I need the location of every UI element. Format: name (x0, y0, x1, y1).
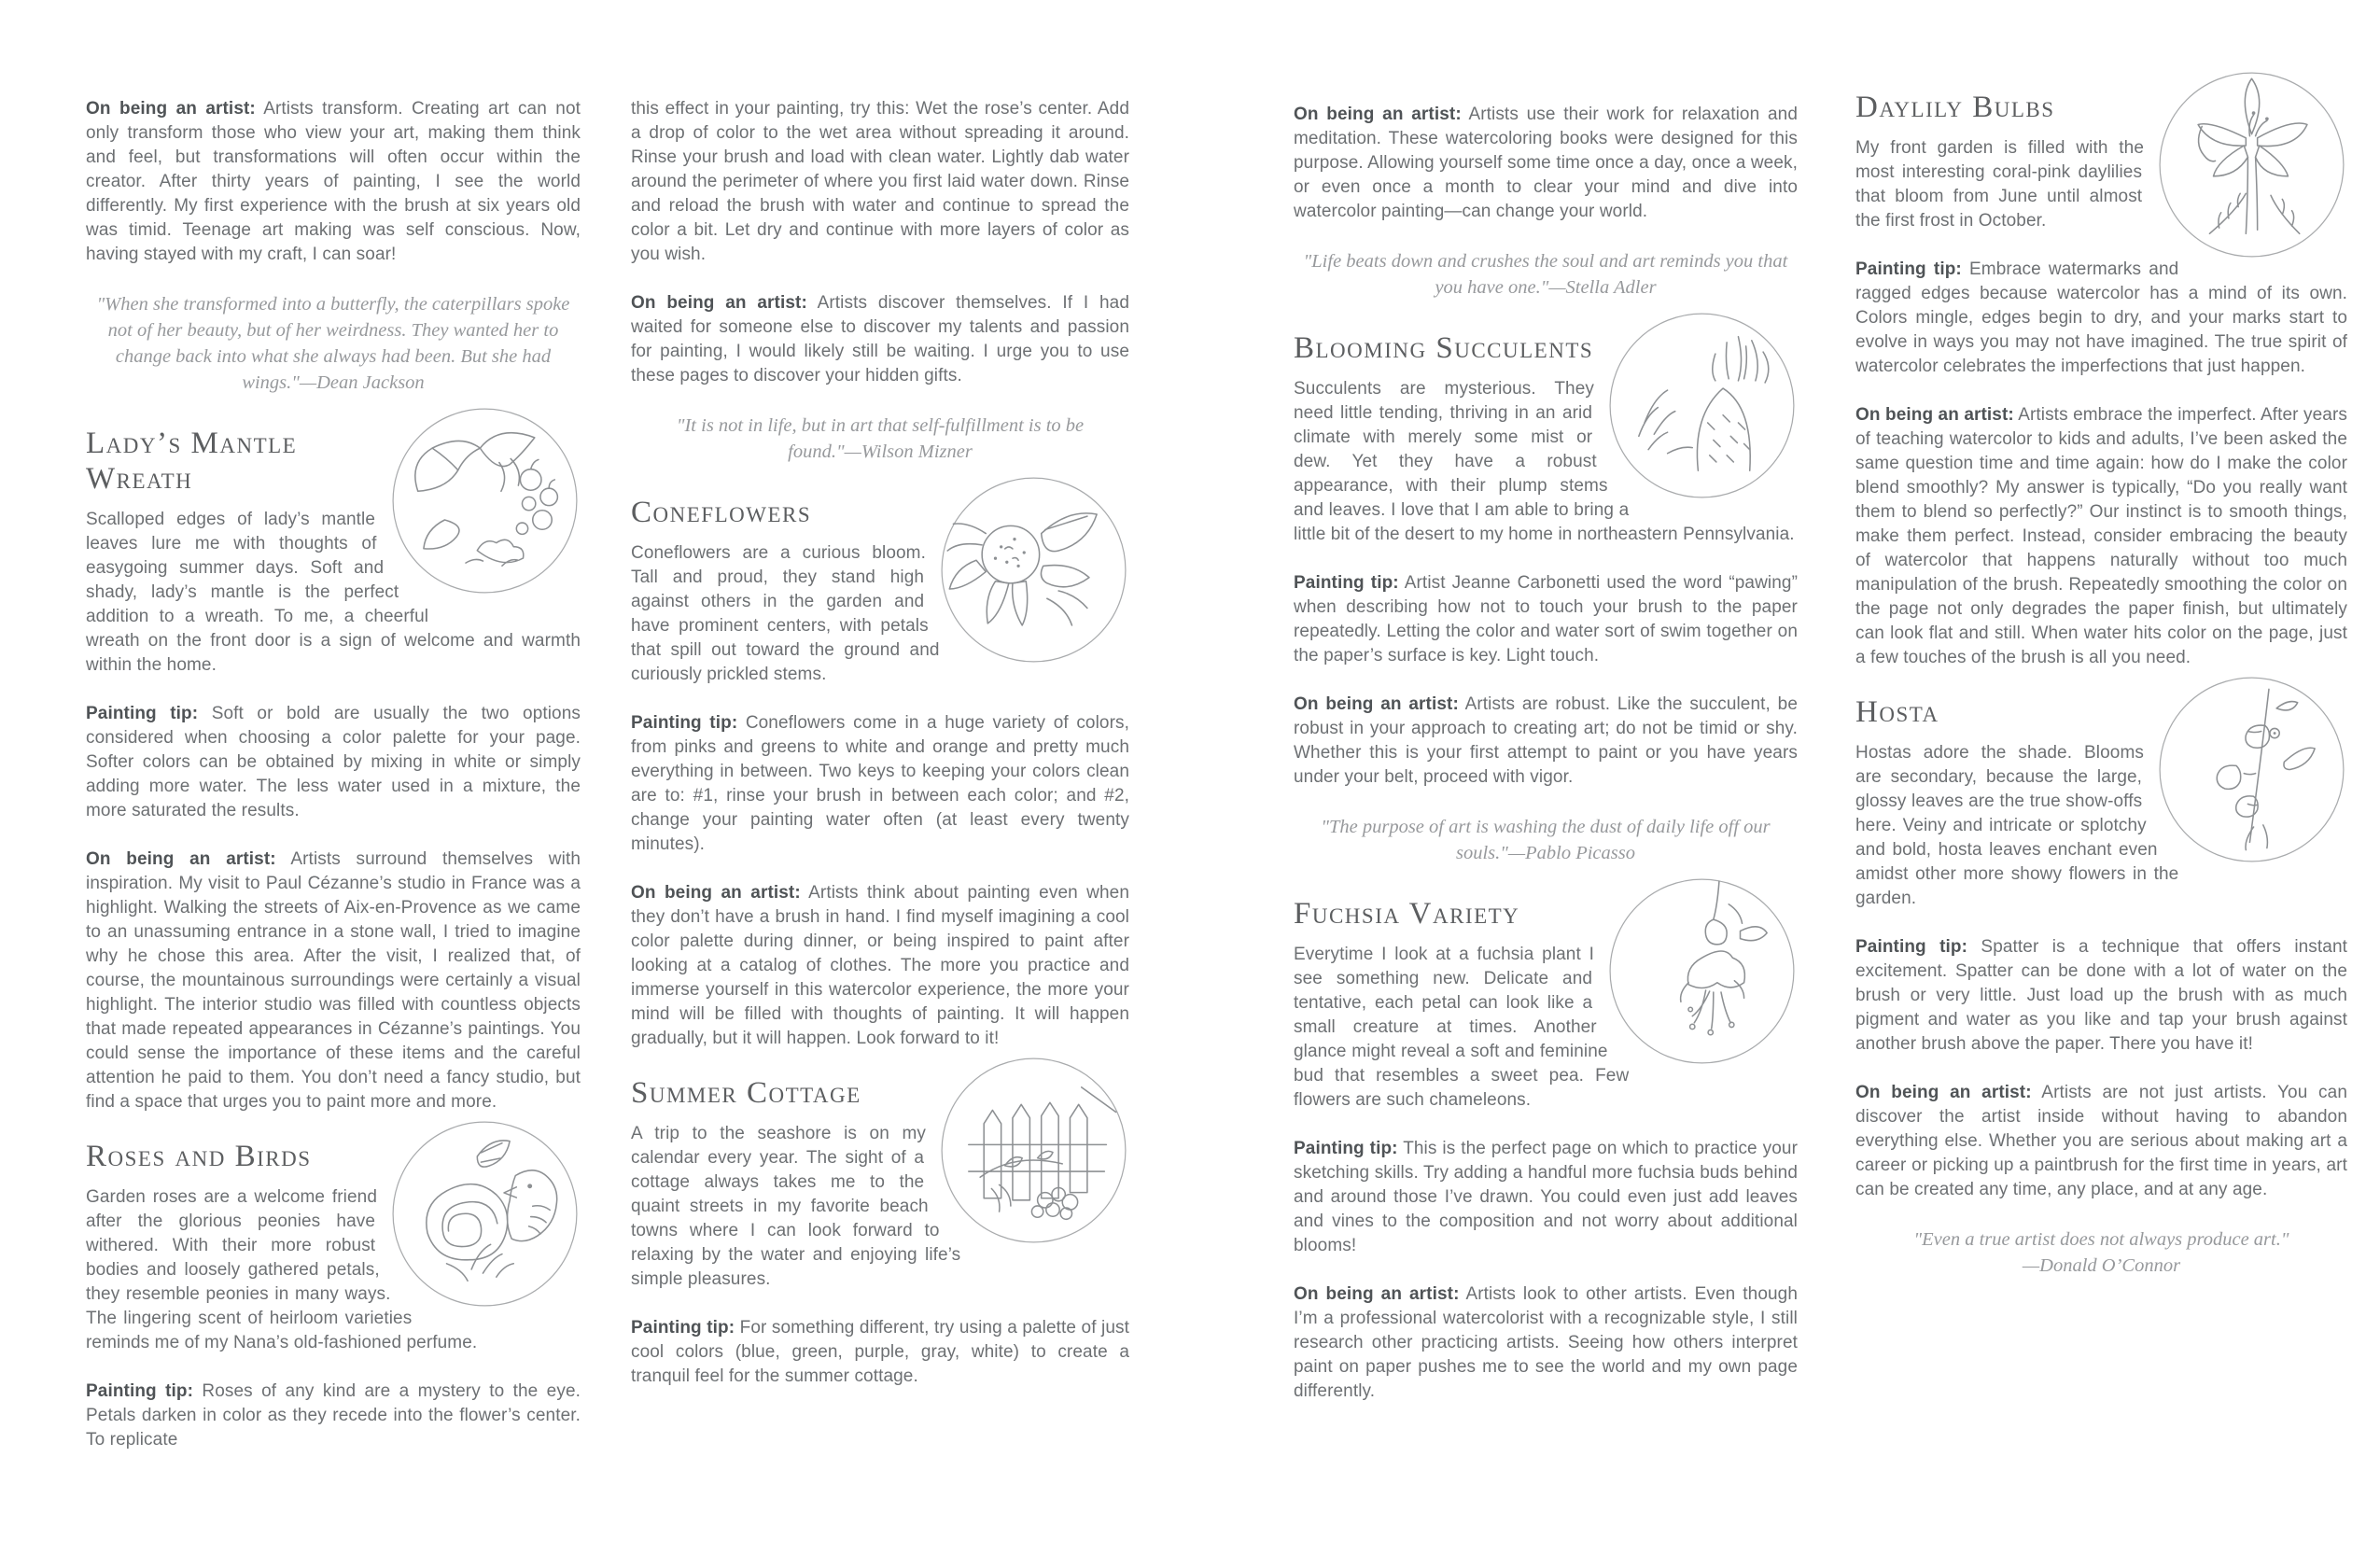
paragraph-on-being-an-artist (1294, 693, 1798, 790)
paragraph-on-being-an-artist (1294, 103, 1798, 224)
paragraph-lead: On being an artist: (86, 99, 256, 119)
paragraph-lead: Painting tip: (1294, 1139, 1398, 1158)
paragraph-lead: Painting tip: (631, 713, 738, 733)
paragraph-text: Artists transform. Creating art can not only transform those who view your art, making them think and feel, but transformations will often occur within the creator. After thirty years of painting, I see the world differently. My first experience with the brush at six years old was timid. Teenage art making was self conscious. Now, having stayed with my craft, I can soar! (86, 99, 581, 264)
quote-dean-jackson: "When she transformed into a butterfly, the caterpillars spoke not of her beauty, but of her weirdness. They wanted her to change back into what she always had been. But she had wings."—Dean Jackson (96, 294, 570, 393)
section-heading-blooming-succulents: Blooming Succulents (1294, 331, 1594, 365)
section-hosta (1855, 694, 2347, 1279)
section-intro: Succulents are mysterious. They need little tending, thriving in an arid climate with merely some mist or dew. Yet they have a robust appearance, with their plump stems and leaves. I love that I am able to bring a little bit of the desert to my home in northeastern Pennsylvania. (1294, 379, 1795, 544)
section-heading-daylily-bulbs: Daylily Bulbs (1855, 91, 2055, 124)
section-intro: Garden roses are a welcome friend after the glorious peonies have withered. With their more robust bodies and loosely gathered petals, they resemble peonies in many ways. The lingering scent of heirloom varieties reminds me of my Nana’s old-fashioned perfume. (86, 1187, 478, 1352)
section-heading-fuchsia-variety: Fuchsia Variety (1294, 897, 1520, 931)
section-coneflowers (631, 495, 1129, 857)
section-heading-summer-cottage: Summer Cottage (631, 1076, 861, 1110)
section-heading-roses-and-birds: Roses and Birds (86, 1140, 312, 1173)
paragraph-continuation: this effect in your painting, try this: Wet the rose’s center. Add a drop of color to the wet area without spreading it around. Rinse your brush and load with clean water. Lightly dab water around the perimeter of where you first laid water down. Rinse and reload the brush with water and continue to spread the color a bit. Let dry and continue with more layers of color as you wish. (631, 99, 1129, 264)
section-roses-and-birds (86, 1139, 581, 1452)
section-intro: Everytime I look at a fuchsia plant I see something new. Delicate and tentative, each petal can look like a small creature at times. Another glance might reveal a soft and feminine bud that resembles a sweet pea. Few flowers are such chameleons. (1294, 945, 1630, 1110)
section-intro: Hostas adore the shade. Blooms are secondary, because the large, glossy leaves are the true show-offs here. Veiny and intricate or splotchy and bold, hosta leaves enchant even amidst other more showy flowers in the garden. (1855, 743, 2179, 908)
paragraph-painting-tip (631, 711, 1129, 857)
paragraph-lead: Painting tip: (1294, 573, 1399, 593)
paragraph-on-being-an-artist (631, 291, 1129, 388)
paragraph-painting-tip (631, 1316, 1129, 1389)
section-heading-ladys-mantle-wreath: Lady’s Mantle Wreath (86, 427, 298, 496)
paragraph-lead: On being an artist: (631, 293, 807, 313)
paragraph-text: Artists embrace the imperfect. After years of teaching watercolor to kids and adults, I’ve been asked the same question time and time again: how do I make the color blend smoothly? My answer is typically, “Do you really want them to blend so perfectly?” Our instinct is to smooth things, make them perfect. Instead, consider embracing the beauty of watercolor that happens naturally without too much manipulation of the brush. Repeatedly smoothing the color on the page not only degrades the paper finish, but ultimately can look flat and still. When water hits color on the page, just a few touches of the brush is all you need. (1855, 405, 2347, 667)
paragraph-text: Artists are not just artists. You can discover the artist inside without having to abandon everything else. Whether you are serious about making art a career or picking up a paintbrush for the first time in years, art can be created any time, any place, and at any age. (1855, 1083, 2347, 1199)
quote-stella-adler: "Life beats down and crushes the soul and art reminds you that you have one."—Stella Adler (1303, 251, 1788, 298)
succulent-illustration (1606, 310, 1798, 501)
paragraph-text: Artists surround themselves with inspiration. My visit to Paul Cézanne’s studio in France was a highlight. Walking the streets of Aix-en-Provence as we came to an unassuming entrance in a stone wall, I tried to imagine why he chose this area. After the visit, I realized that, of course, the mountainous surroundings were certainly a visual highlight. The interior studio was filled with countless objects that made repeated appearances in Cézanne’s paintings. You could sense the importance of these items and the careful attention he paid to them. You don’t need a fancy studio, but find a space that urges you to paint more and more. (86, 849, 581, 1112)
paragraph-painting-tip (86, 702, 581, 823)
section-fuchsia-variety (1294, 896, 1798, 1404)
paragraph-text: For something different, try using a palette of just cool colors (blue, green, purple, gray, white) to create a tranquil feel for the summer cottage. (631, 1318, 1130, 1386)
paragraph-text: Soft or bold are usually the two options considered when choosing a color palette for your page. Softer colors can be obtained by mixing in white or simply adding more water. The less water used in a mixture, the more saturated the results. (86, 704, 581, 820)
section-blooming-succulents (1294, 330, 1798, 668)
quote-pablo-picasso: "The purpose of art is washing the dust of daily life off our souls."—Pablo Picasso (1321, 817, 1771, 863)
paragraph-lead: Painting tip: (86, 1381, 194, 1401)
paragraph-painting-tip (1294, 571, 1798, 668)
section-intro: Scalloped edges of lady’s mantle leaves lure me with thoughts of easygoing summer days. Soft and shady, lady’s mantle is the perfect addition to a wreath. To me, a cheerful wreath on the front door is a sign of welcome and warmth within the home. (86, 510, 581, 675)
paragraph-text: Coneflowers come in a huge variety of colors, from pinks and greens to white and orange and pretty much everything in between. Two keys to keeping your colors clean are to: #1, rinse your brush in between each color; and #2, change your painting water often (at least every twenty minutes). (631, 713, 1129, 854)
paragraph-on-being-an-artist (1855, 1081, 2347, 1202)
section-ladys-mantle-wreath (86, 426, 581, 823)
paragraph-text: This is the perfect page on which to practice your sketching skills. Try adding a handful more fuchsia buds behind and around those I’ve drawn. You could even just add leaves and vines to the composition and not worry about additional blooms! (1294, 1139, 1798, 1255)
section-intro: A trip to the seashore is on my calendar every year. The sight of a cottage always takes me to the quaint streets in my favorite beach towns where I can look forward to relaxing by the water and enjoying life’s simple pleasures. (631, 1124, 961, 1289)
section-summer-cottage (631, 1075, 1129, 1389)
paragraph-painting-tip (86, 1380, 581, 1452)
paragraph-text: Artists are robust. Like the succulent, be robust in your approach to creating art; do not be timid or shy. Whether this is your first attempt to paint or you have years under your belt, proceed with vigor. (1294, 694, 1798, 787)
paragraph-lead: On being an artist: (86, 849, 276, 869)
paragraph-on-being-an-artist (86, 848, 581, 1114)
paragraph-lead: Painting tip: (631, 1318, 735, 1338)
coneflower-illustration (938, 474, 1129, 665)
wreath-illustration (389, 405, 581, 596)
quote-wilson-mizner: "It is not in life, but in art that self-fulfillment is to be found."—Wilson Mizner (676, 415, 1085, 462)
paragraph-text: Artists use their work for relaxation and meditation. These watercoloring books were designed for this purpose. Allowing yourself some time once a day, once a week, or even once a month to clear your mind and dive into watercolor painting—can change your world. (1294, 105, 1798, 221)
section-heading-coneflowers: Coneflowers (631, 496, 812, 529)
paragraph-lead: Painting tip: (1855, 937, 1968, 957)
paragraph-lead: Painting tip: (86, 704, 199, 723)
paragraph-text: Artists discover themselves. If I had waited for someone else to discover my talents and passion for painting, I would likely still be waiting. I urge you to use these pages to discover your hidden gifts. (631, 293, 1129, 385)
paragraph-text: Roses of any kind are a mystery to the eye. Petals darken in color as they recede into the flower’s center. To replicate (86, 1381, 581, 1450)
paragraph-lead: On being an artist: (631, 883, 801, 903)
paragraph-lead: On being an artist: (1855, 1083, 2032, 1102)
paragraph-lead: On being an artist: (1294, 1284, 1460, 1304)
paragraph-text: Spatter is a technique that offers instant excitement. Spatter can be done with a lot of water on the brush or very little. Just load up the brush with as much pigment and water as you like and tap your brush against another brush above the paper. There you have it! (1855, 937, 2347, 1054)
paragraph-painting-tip (1294, 1137, 1798, 1258)
paragraph-on-being-an-artist (1855, 403, 2347, 670)
quote-text: "Even a true artist does not always produce art." (1913, 1229, 2289, 1250)
column-4 (1855, 0, 2347, 1309)
daylily-illustration (2156, 69, 2347, 260)
paragraph-text: Artists look to other artists. Even though I’m a professional watercolorist with a recognizable style, I still research other practicing artists. Seeing how others interpret paint on paper pushes me to see the world and my own page differently. (1294, 1284, 1798, 1401)
paragraph-on-being-an-artist (1294, 1282, 1798, 1404)
cottage-fence-illustration (938, 1055, 1129, 1246)
column-3 (1294, 0, 1798, 1428)
column-2 (631, 0, 1129, 1413)
paragraph-on-being-an-artist (631, 881, 1129, 1051)
fuchsia-illustration (1606, 876, 1798, 1067)
paragraph-painting-tip (1855, 258, 2347, 379)
paragraph-lead: On being an artist: (1294, 105, 1462, 124)
section-intro: My front garden is filled with the most interesting coral-pink daylilies that bloom from June until almost the first frost in October. (1855, 138, 2144, 231)
paragraph-lead: Painting tip: (1855, 259, 1962, 279)
paragraph-text: Artist Jeanne Carbonetti used the word “pawing” when describing how not to touch your brush to the paper repeatedly. Letting the color and water sort of swim together on the paper’s surface is key. Light touch. (1294, 573, 1799, 665)
paragraph-on-being-an-artist (86, 97, 581, 267)
section-heading-hosta: Hosta (1855, 695, 1939, 729)
paragraph-painting-tip (1855, 935, 2347, 1057)
paragraph-text: Embrace watermarks and ragged edges because watercolor has a mind of its own. Colors mingle, edges begin to dry, and your marks start to evolve in ways you may not have imagined. The true spirit of watercolor celebrates the imperfections that just happen. (1855, 259, 2347, 376)
paragraph-lead: On being an artist: (1294, 694, 1459, 714)
section-intro: Coneflowers are a curious bloom. Tall and proud, they stand high against others in the garden and have prominent centers, with petals that spill out toward the ground and curiously prickled stems. (631, 543, 940, 684)
quote-donald-oconnor (1863, 1226, 2340, 1279)
roses-and-bird-illustration (389, 1118, 581, 1310)
hosta-illustration (2156, 674, 2347, 865)
column-1 (86, 0, 581, 1477)
quote-attribution: —Donald O’Connor (2022, 1255, 2181, 1276)
section-daylily-bulbs (1855, 90, 2347, 379)
paragraph-lead: On being an artist: (1855, 405, 2014, 425)
paragraph-text: Artists think about painting even when they don’t have a brush in hand. I find myself imagining a cool color palette during dinner, or being inspired to paint after looking at a catalog of clothes. The more you practice and immerse yourself in this watercolor experience, the more your mind will be filled with thoughts of painting. It will happen gradually, but it will happen. Look forward to it! (631, 883, 1129, 1048)
